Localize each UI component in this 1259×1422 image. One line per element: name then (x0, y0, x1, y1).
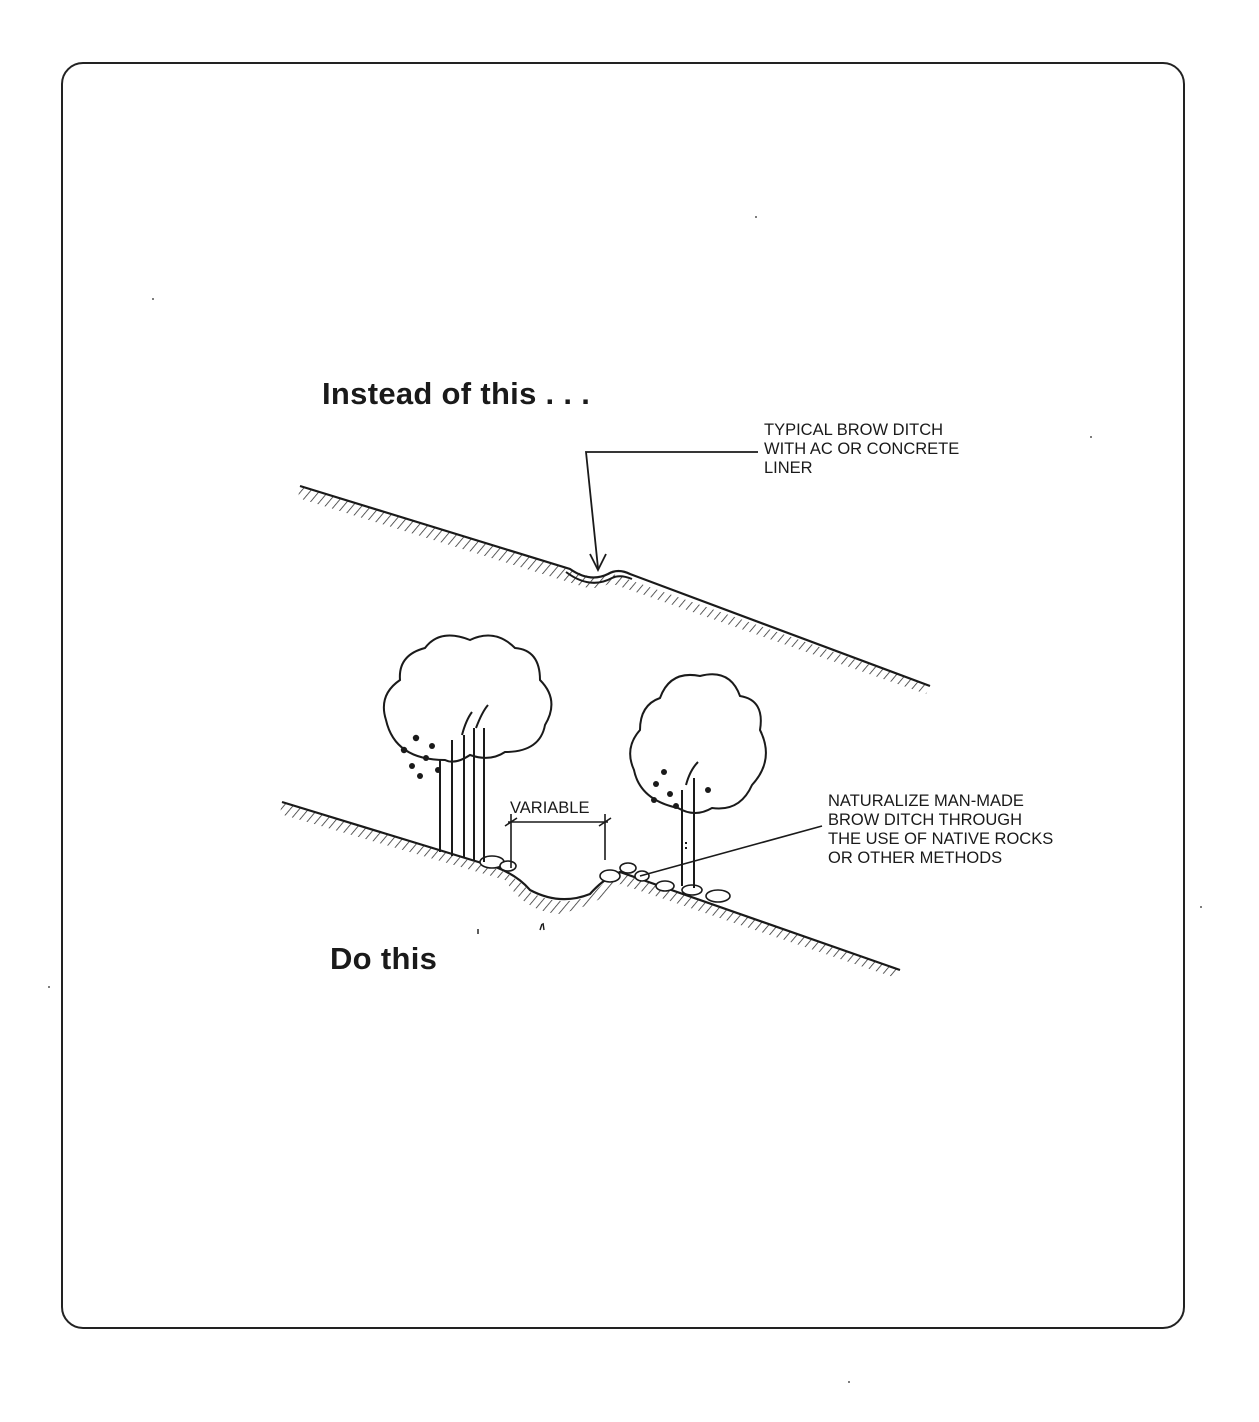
scan-speck (755, 216, 757, 218)
naturalize-leader (640, 826, 822, 876)
typical-ditch-note-line: TYPICAL BROW DITCH (764, 421, 944, 439)
grass-tufts (478, 923, 544, 934)
scan-speck (1090, 436, 1092, 438)
tree-icon (630, 674, 766, 888)
typical-ditch-leader (586, 452, 758, 570)
upper-slope (298, 486, 930, 694)
variable-dimension (505, 814, 611, 868)
scan-speck (152, 298, 154, 300)
tree-icon (384, 636, 552, 863)
after-heading: Do this (330, 941, 438, 976)
variable-label: VARIABLE (510, 799, 590, 817)
before-heading: Instead of this . . . (322, 376, 591, 411)
naturalize-note-line: NATURALIZE MAN-MADE (828, 792, 1024, 810)
typical-ditch-note-line: LINER (764, 459, 813, 477)
scan-speck (1200, 906, 1202, 908)
scan-speck (48, 986, 50, 988)
naturalize-note (828, 792, 1053, 868)
scan-speck (848, 1381, 850, 1383)
naturalize-note-line: OR OTHER METHODS (828, 849, 1003, 867)
naturalize-note-line: THE USE OF NATIVE ROCKS (828, 830, 1054, 848)
typical-ditch-note (764, 421, 959, 478)
typical-ditch-note-line: WITH AC OR CONCRETE (764, 440, 960, 458)
upper-slope-ground (298, 486, 930, 694)
naturalize-note-line: BROW DITCH THROUGH (828, 811, 1023, 829)
